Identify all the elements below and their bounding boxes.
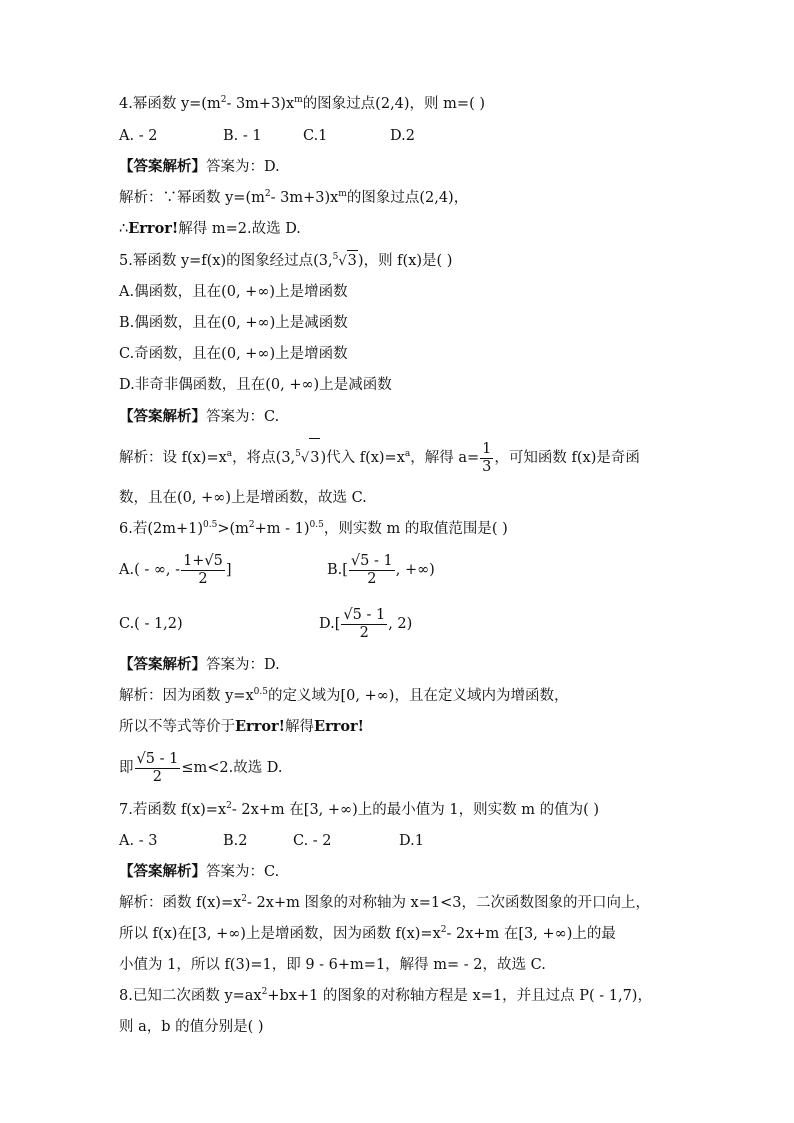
- superscript: 2: [248, 520, 255, 530]
- q5-answer: [119, 407, 279, 427]
- fraction: [135, 751, 181, 786]
- root-index: 5: [332, 252, 339, 262]
- fraction-denominator: 2: [367, 570, 377, 587]
- q5-option-b: B.偶函数，且在(0, +∞)上是减函数: [119, 315, 348, 331]
- fraction-numerator: √5 - 1: [136, 750, 179, 767]
- explanation-part: 解得: [285, 719, 315, 735]
- q5-stem: [119, 250, 452, 272]
- q8-stem-part: +bx+1 的图象的对称轴方程是 x=1，并且过点 P( - 1,7)，: [267, 988, 652, 1004]
- superscript: 2: [220, 95, 227, 105]
- q6-stem-part: 6.若(2m+1): [119, 521, 203, 537]
- explanation-part: 解析：函数 f(x)=x: [119, 895, 242, 911]
- superscript: m: [294, 95, 303, 105]
- q7-option-b: B.2: [223, 833, 248, 849]
- explanation-part: 所以 f(x)在[3, +∞)上是增函数，因为函数 f(x)=x: [119, 926, 441, 942]
- option-text: , +∞): [395, 562, 435, 578]
- q7-stem-part: 7.若函数 f(x)=x: [119, 802, 227, 818]
- q6-option-b: [327, 550, 435, 590]
- explanation-part: 所以不等式等价于: [119, 719, 235, 735]
- radical-sign: √: [300, 451, 310, 466]
- superscript: 0.5: [309, 520, 324, 530]
- q7-option-d: D.1: [399, 833, 424, 849]
- q5-stem-part: )，则 f(x)是( ): [357, 253, 453, 269]
- q5-option-d: D.非奇非偶函数，且在(0, +∞)上是减函数: [119, 377, 392, 393]
- q4-option-c: C.1: [303, 128, 328, 144]
- q6-stem: [119, 519, 508, 539]
- q8-stem-line1: [119, 986, 652, 1006]
- error-field: Error!: [128, 220, 179, 237]
- error-field: Error!: [314, 718, 365, 735]
- superscript: 2: [440, 925, 447, 935]
- fraction-numerator: 1: [482, 440, 492, 457]
- q6-option-c: C.( - 1,2): [119, 616, 183, 632]
- superscript: 2: [241, 894, 248, 904]
- q5-option-a: A.偶函数，且在(0, +∞)上是增函数: [119, 284, 348, 300]
- q4-option-d: D.2: [390, 128, 415, 144]
- q4-stem-part: - 3m+3)x: [226, 96, 295, 112]
- superscript: 2: [261, 987, 268, 997]
- fraction-denominator: 3: [482, 458, 492, 475]
- explanation-part: ，解得 a=: [410, 450, 480, 466]
- fraction-numerator: √5 - 1: [343, 606, 386, 623]
- q7-explanation-line2: [119, 924, 616, 944]
- q7-answer: [119, 862, 279, 882]
- answer-text: 答案为：C.: [206, 864, 280, 880]
- superscript: a: [404, 449, 411, 459]
- option-text: B.[: [327, 562, 348, 578]
- q5-stem-part: 5.幂函数 y=f(x)的图象经过点(3,: [119, 253, 333, 269]
- explanation-part: - 2x+m 图象的对称轴为 x=1<3，二次函数图象的开口向上，: [247, 895, 650, 911]
- q4-options: [119, 126, 415, 146]
- q7-stem-part: - 2x+m 在[3, +∞)上的最小值为 1，则实数 m 的值为( ): [231, 802, 600, 818]
- q7-explanation-line1: [119, 893, 650, 913]
- explanation-part: 的图象过点(2,4)，: [346, 190, 469, 206]
- q4-solution: [119, 219, 301, 239]
- q6-explanation-line2: [119, 717, 364, 737]
- explanation-part: 解析：∵幂函数 y=(m: [119, 190, 265, 206]
- radical-sign: √: [338, 254, 347, 269]
- q6-option-d: [319, 604, 412, 644]
- error-field: Error!: [235, 718, 286, 735]
- explanation-part: - 3m+3)x: [270, 190, 339, 206]
- q6-option-a: [119, 550, 327, 590]
- root-index: 5: [295, 449, 301, 459]
- answer-text: 答案为：D.: [206, 657, 280, 673]
- fraction: [480, 441, 493, 476]
- q7-stem: [119, 800, 599, 820]
- q6-stem-part: >(m: [217, 521, 249, 537]
- q8-stem-part: 8.已知二次函数 y=ax: [119, 988, 262, 1004]
- q6-stem-part: +m - 1): [254, 521, 310, 537]
- answer-tag: 【答案解析】: [119, 408, 206, 425]
- option-text: ]: [225, 562, 232, 578]
- explanation-part: 的定义域为[0, +∞)，且在定义域内为增函数，: [267, 688, 569, 704]
- q6-options-cd: [119, 604, 412, 644]
- fraction-denominator: 2: [152, 768, 163, 785]
- answer-tag: 【答案解析】: [119, 158, 206, 175]
- answer-text: 答案为：C.: [206, 409, 280, 425]
- q5-explanation: [119, 438, 640, 478]
- fraction: [181, 553, 225, 588]
- superscript: 0.5: [253, 687, 268, 697]
- q4-explanation: [119, 188, 468, 208]
- q6-answer: [119, 655, 280, 675]
- q6-explanation-line3: [119, 748, 283, 788]
- explanation-part: - 2x+m 在[3, +∞)上的最: [446, 926, 616, 942]
- therefore-symbol: ∴: [119, 221, 129, 237]
- q6-stem-part: ，则实数 m 的取值范围是( ): [323, 521, 508, 537]
- fraction-denominator: 2: [198, 570, 208, 587]
- superscript: 0.5: [203, 520, 218, 530]
- q4-answer: [119, 157, 280, 177]
- q4-stem: [119, 94, 485, 114]
- option-text: A.( - ∞, -: [119, 562, 181, 578]
- fraction-denominator: 2: [359, 624, 369, 641]
- explanation-part: 解析：因为函数 y=x: [119, 688, 254, 704]
- superscript: m: [338, 189, 347, 199]
- q7-explanation-line3: 小值为 1，所以 f(3)=1，即 9 - 6+m=1，解得 m= - 2，故选 C.: [119, 957, 546, 973]
- explanation-part: )代入 f(x)=x: [320, 450, 405, 466]
- answer-tag: 【答案解析】: [119, 863, 206, 880]
- explanation-part: 即: [119, 760, 134, 776]
- q4-option-a: A. - 2: [119, 128, 158, 144]
- q7-options: [119, 831, 424, 851]
- fraction: [341, 607, 387, 642]
- q6-explanation-line1: [119, 686, 568, 706]
- superscript: a: [226, 449, 233, 459]
- radicand: 3: [309, 438, 320, 477]
- explanation-part: ，将点(3,: [232, 450, 296, 466]
- explanation-part: ≤m<2.故选 D.: [181, 760, 283, 776]
- fraction-numerator: 1+√5: [183, 552, 223, 569]
- q6-options-ab: [119, 550, 435, 590]
- answer-tag: 【答案解析】: [119, 656, 206, 673]
- q5-option-c: C.奇函数，且在(0, +∞)上是增函数: [119, 346, 348, 362]
- radicand: 3: [347, 250, 358, 271]
- q4-stem-part: 的图象过点(2,4)，则 m=( ): [302, 96, 485, 112]
- option-text: , 2): [388, 616, 413, 632]
- q4-stem-part: 4.幂函数 y=(m: [119, 96, 221, 112]
- fraction-numerator: √5 - 1: [350, 552, 393, 569]
- q7-option-c: C. - 2: [293, 833, 332, 849]
- solution-text: 解得 m=2.故选 D.: [178, 221, 301, 237]
- q5-explanation-line2: 数，且在(0, +∞)上是增函数，故选 C.: [119, 490, 367, 506]
- explanation-part: ，可知函数 f(x)是奇函: [494, 450, 640, 466]
- answer-text: 答案为：D.: [206, 159, 280, 175]
- superscript: 2: [226, 801, 232, 811]
- explanation-part: 解析：设 f(x)=x: [119, 450, 227, 466]
- option-text: D.[: [319, 616, 341, 632]
- q4-option-b: B. - 1: [223, 128, 262, 144]
- q7-option-a: A. - 3: [119, 833, 158, 849]
- fraction: [349, 553, 395, 588]
- q8-stem-line2: 则 a，b 的值分别是( ): [119, 1019, 264, 1035]
- superscript: 2: [264, 189, 271, 199]
